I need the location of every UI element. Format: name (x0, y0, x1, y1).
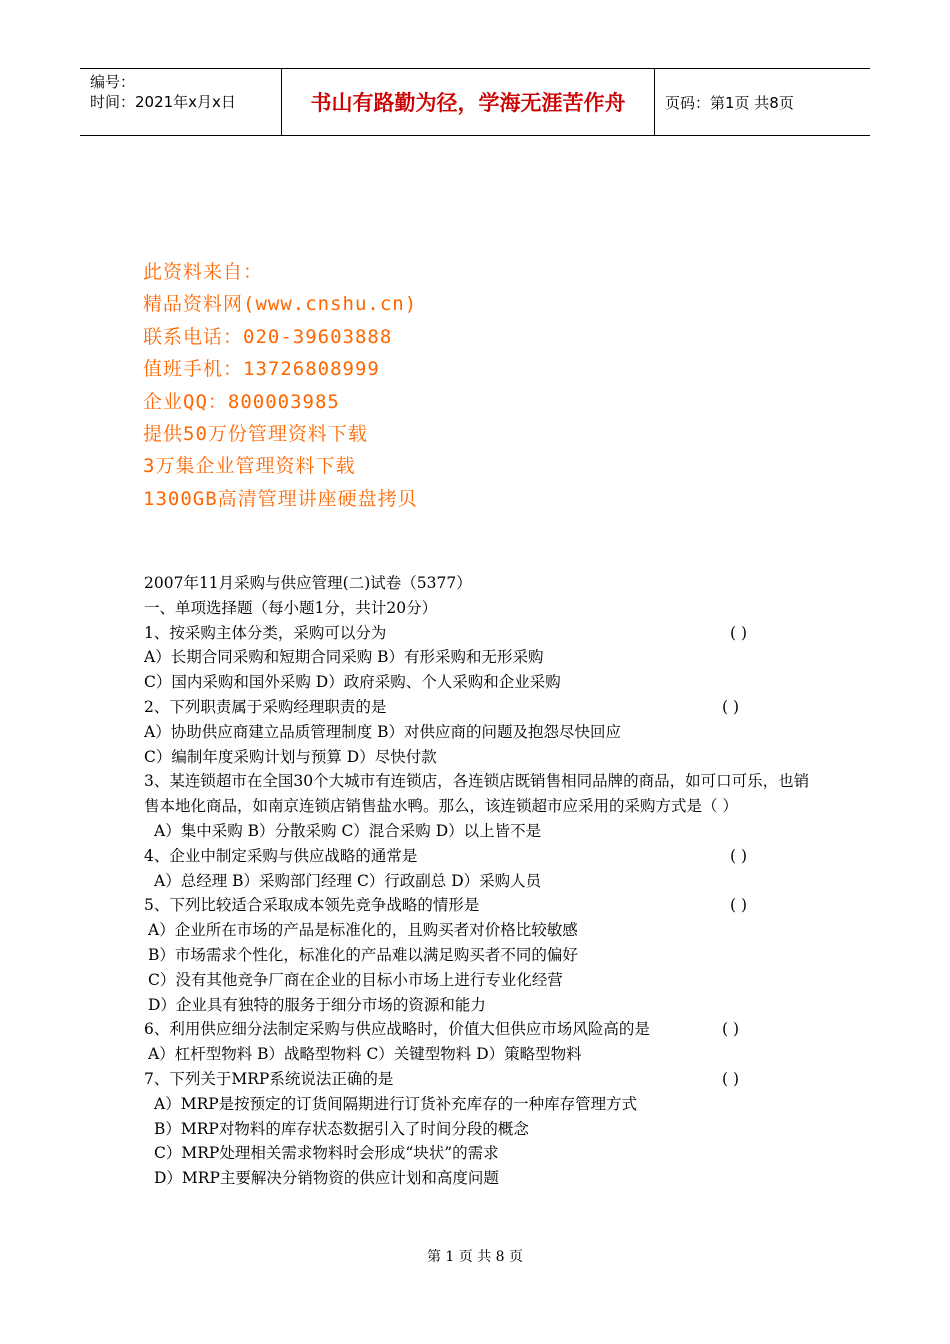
option-line: A）企业所在市场的产品是标准化的，且购买者对价格比较敏感 (148, 921, 578, 940)
option-line: C）MRP处理相关需求物料时会形成“块状”的需求 (154, 1144, 499, 1163)
option-line: A）MRP是按预定的订货间隔期进行订货补充库存的一种库存管理方式 (154, 1094, 638, 1113)
question-7 (144, 1067, 824, 1092)
exam-content (144, 571, 824, 1191)
promo-line: 提供50万份管理资料下载 (143, 423, 368, 446)
answer-paren: ( ) (722, 1069, 740, 1088)
answer-paren: ( ) (730, 623, 748, 642)
number-label: 编号： (90, 73, 136, 91)
question-5 (144, 893, 824, 918)
promo-line: 此资料来自： (143, 261, 264, 283)
promo-line: 联系电话：020-39603888 (143, 325, 393, 348)
question-4 (144, 844, 824, 869)
exam-title: 2007年11月采购与供应管理(二)试卷（5377） (144, 574, 472, 592)
promo-block (143, 256, 418, 515)
question-stem: 6、利用供应细分法制定采购与供应战略时，价值大但供应市场风险高的是 (144, 1020, 650, 1039)
option-line: A）总经理 B）采购部门经理 C）行政副总 D）采购人员 (154, 871, 542, 890)
question-stem: 2、下列职责属于采购经理职责的是 (144, 697, 387, 716)
promo-line: 精品资料网(www.cnshu.cn) (143, 293, 418, 316)
option-line: A）杠杆型物料 B）战略型物料 C）关键型物料 D）策略型物料 (148, 1045, 582, 1064)
answer-paren: ( ) (722, 1020, 740, 1039)
option-line: A）长期合同采购和短期合同采购 B）有形采购和无形采购 (144, 648, 544, 667)
option-line: D）MRP主要解决分销物资的供应计划和高度问题 (154, 1169, 499, 1188)
document-header (80, 68, 870, 136)
question-stem: 4、企业中制定采购与供应战略的通常是 (144, 846, 418, 865)
option-line: C）没有其他竞争厂商在企业的目标小市场上进行专业化经营 (148, 970, 563, 989)
section-heading: 一、单项选择题（每小题1分，共计20分） (144, 598, 438, 617)
option-line: C）编制年度采购计划与预算 D）尽快付款 (144, 747, 437, 766)
header-meta (80, 69, 282, 135)
question-stem: 5、下列比较适合采取成本领先竞争战略的情形是 (144, 896, 480, 915)
question-stem: 7、下列关于MRP系统说法正确的是 (144, 1069, 394, 1088)
time-label: 时间：2021年x月x日 (90, 93, 236, 111)
answer-paren: ( ) (730, 896, 748, 915)
question-2 (144, 695, 824, 720)
header-page-code: 页码：第1页 共8页 (665, 93, 794, 112)
question-1 (144, 621, 824, 646)
question-3: 3、某连锁超市在全国30个大城市有连锁店，各连锁店既销售相同品牌的商品，如可口可乐，也销售本地化商品，如南京连锁店销售盐水鸭。那么，该连锁超市应采用的采购方式是（ ） (144, 772, 810, 816)
answer-paren: ( ) (730, 846, 748, 865)
option-line: B）MRP对物料的库存状态数据引入了时间分段的概念 (154, 1119, 529, 1138)
question-stem: 1、按采购主体分类，采购可以分为 (144, 623, 387, 642)
question-6 (144, 1017, 824, 1042)
promo-line: 3万集企业管理资料下载 (143, 455, 356, 478)
option-line: A）协助供应商建立品质管理制度 B）对供应商的问题及抱怨尽快回应 (144, 722, 622, 741)
promo-line: 1300GB高清管理讲座硬盘拷贝 (143, 487, 418, 510)
header-motto: 书山有路勤为径，学海无涯苦作舟 (282, 69, 655, 135)
promo-line: 值班手机：13726808999 (143, 358, 380, 381)
page-footer: 第 1 页 共 8 页 (426, 1249, 524, 1265)
option-line: A）集中采购 B）分散采购 C）混合采购 D）以上皆不是 (154, 821, 542, 840)
option-line: D）企业具有独特的服务于细分市场的资源和能力 (148, 995, 486, 1014)
option-line: C）国内采购和国外采购 D）政府采购、个人采购和企业采购 (144, 673, 561, 692)
answer-paren: ( ) (722, 697, 740, 716)
promo-line: 企业QQ：800003985 (143, 390, 340, 413)
option-line: B）市场需求个性化，标准化的产品难以满足购买者不同的偏好 (148, 945, 578, 964)
